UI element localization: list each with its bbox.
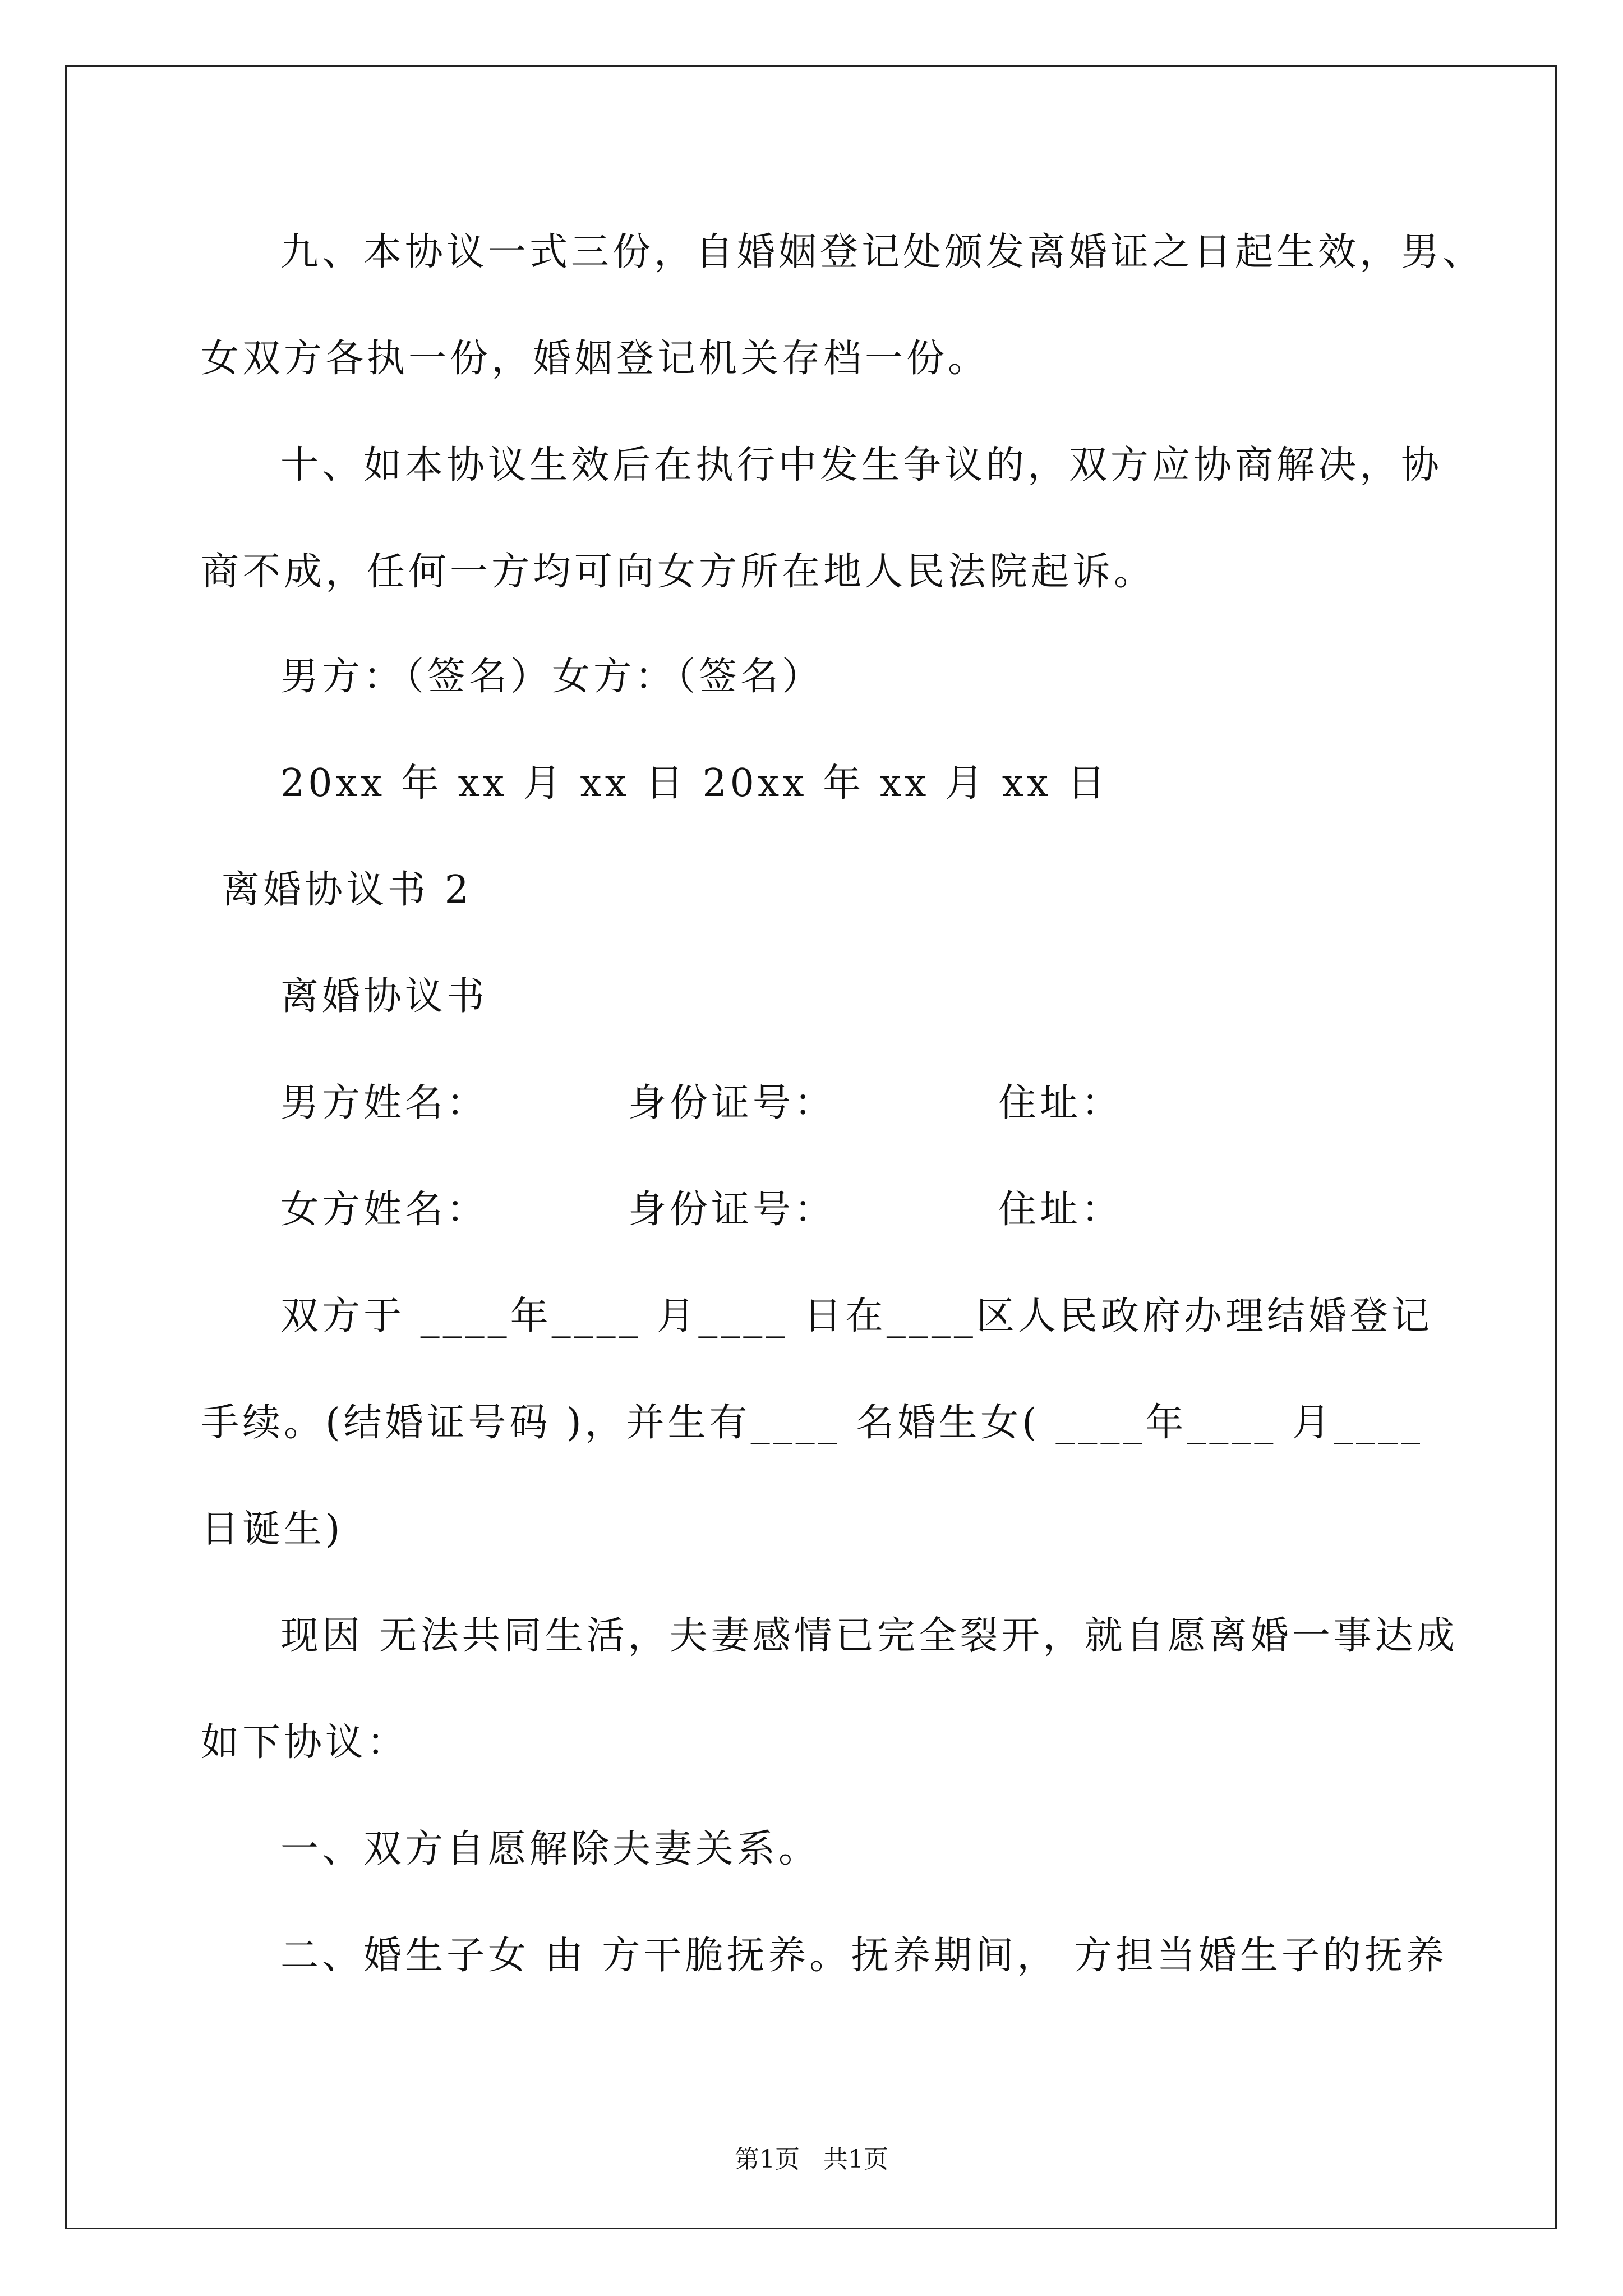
agreement-title: 离婚协议书 <box>280 974 488 1019</box>
male-name-label: 男方姓名： <box>280 1081 488 1125</box>
reason-line-2: 如下协议： <box>201 1720 409 1765</box>
female-address-label: 住址： <box>998 1188 1123 1232</box>
female-id-label: 身份证号： <box>628 1188 836 1232</box>
page-footer: 第1页 共1页 <box>735 2145 888 2174</box>
female-name-label: 女方姓名： <box>280 1188 488 1232</box>
clause-nine-line-2: 女双方各执一份，婚姻登记机关存档一份。 <box>201 337 990 381</box>
section-title: 离婚协议书 2 <box>222 868 472 912</box>
male-address-label: 住址： <box>998 1081 1123 1125</box>
clause-nine-line-1: 九、本协议一式三份，自婚姻登记处颁发离婚证之日起生效，男、 <box>280 230 1484 274</box>
marriage-registration-line-2: 手续。(结婚证号码 )，并生有____ 名婚生女( ____年____ 月____ <box>201 1401 1424 1445</box>
clause-two-line: 二、婚生子女 由 方干脆抚养。抚养期间， 方担当婚生子的抚养 <box>280 1934 1447 1978</box>
page-border <box>65 65 1557 2229</box>
clause-ten-line-1: 十、如本协议生效后在执行中发生争议的，双方应协商解决，协 <box>280 443 1443 487</box>
signature-line: 男方：（签名）女方：（签名） <box>280 655 824 699</box>
clause-ten-line-2: 商不成，任何一方均可向女方所在地人民法院起诉。 <box>201 550 1156 594</box>
marriage-registration-line-1: 双方于 ____年____ 月____ 日在____区人民政府办理结婚登记 <box>280 1294 1433 1338</box>
marriage-registration-line-3: 日诞生) <box>201 1507 344 1552</box>
date-line: 20xx 年 xx 月 xx 日 20xx 年 xx 月 xx 日 <box>280 761 1109 806</box>
reason-line-1: 现因 无法共同生活，夫妻感情已完全裂开，就自愿离婚一事达成 <box>280 1614 1458 1658</box>
clause-one-line: 一、双方自愿解除夫妻关系。 <box>280 1827 820 1871</box>
male-id-label: 身份证号： <box>628 1081 836 1125</box>
